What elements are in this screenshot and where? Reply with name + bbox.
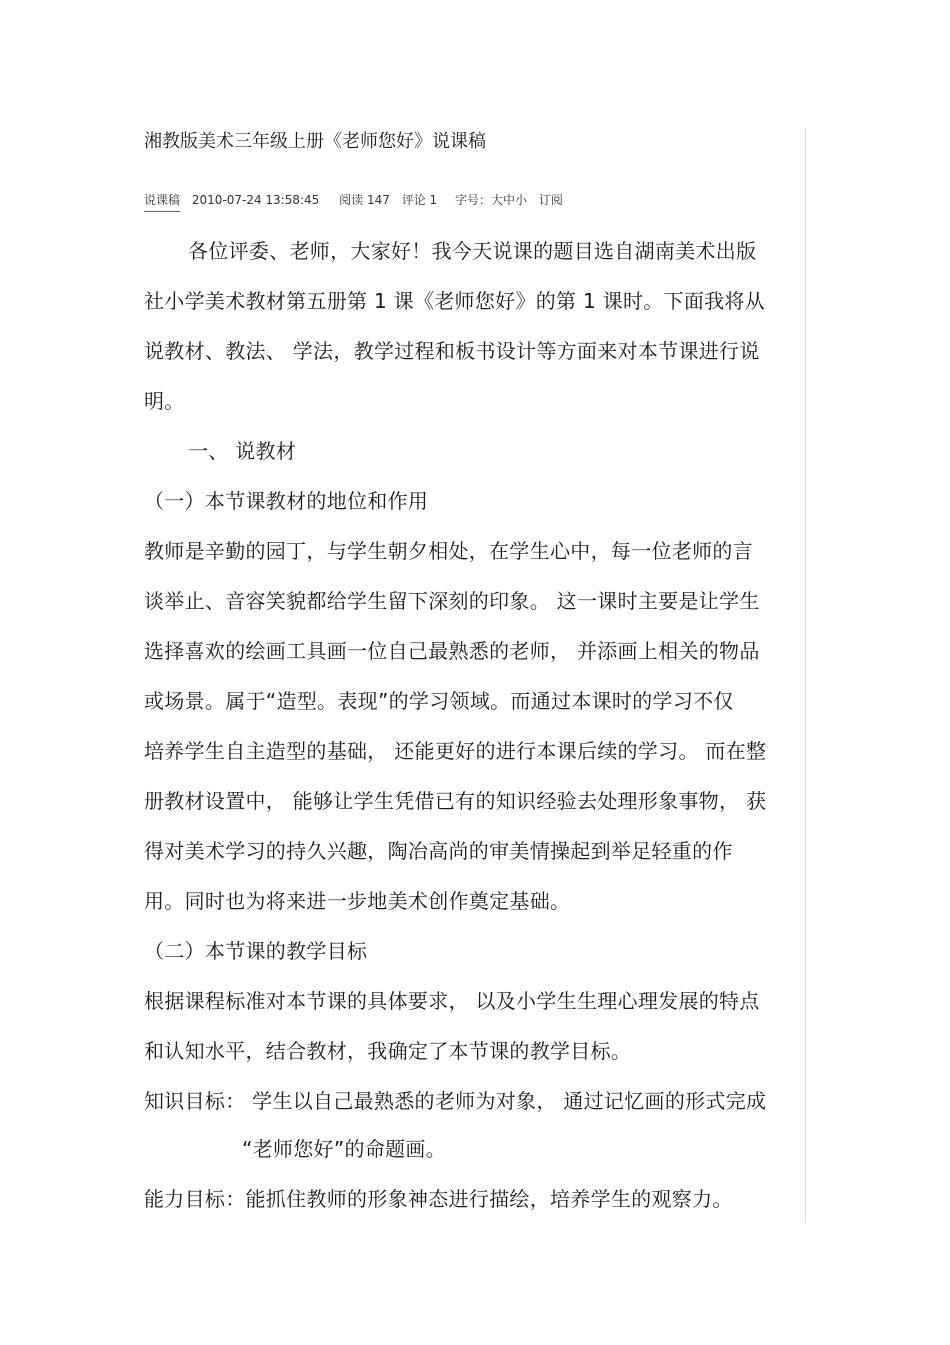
font-size-switch[interactable]: 字号：大中小 bbox=[454, 193, 527, 207]
subscribe-link[interactable]: 订阅 bbox=[538, 193, 563, 207]
subsection-heading: （二）本节课的教学目标 bbox=[144, 939, 368, 963]
body-line: 或场景。属于“造型。表现”的学习领域。而通过本课时的学习不仅 bbox=[144, 689, 734, 713]
body-line: 用。同时也为将来进一步地美术创作奠定基础。 bbox=[144, 889, 571, 913]
body-line: 各位评委、老师，大家好！我今天说课的题目选自湖南美术出版 bbox=[188, 239, 757, 263]
body-line: 得对美术学习的持久兴趣，陶冶高尚的审美情操起到举足轻重的作 bbox=[144, 839, 733, 863]
category-link[interactable]: 说课稿 bbox=[144, 190, 180, 212]
body-line: 教师是辛勤的园丁，与学生朝夕相处，在学生心中，每一位老师的言 bbox=[144, 539, 753, 563]
body-line: 谈举止、音容笑貌都给学生留下深刻的印象。 这一课时主要是让学生 bbox=[144, 589, 760, 613]
body-line: 说教材、教法、 学法，教学过程和板书设计等方面来对本节课进行说 bbox=[144, 339, 760, 363]
post-datetime: 2010-07-24 13:58:45 bbox=[191, 193, 320, 207]
body-line: 社小学美术教材第五册第 1 课《老师您好》的第 1 课时。下面我将从 bbox=[144, 289, 766, 313]
body-line: “老师您好”的命题画。 bbox=[242, 1137, 447, 1161]
body-line: 和认知水平，结合教材，我确定了本节课的教学目标。 bbox=[144, 1039, 632, 1063]
article-meta bbox=[144, 190, 571, 212]
body-line: 根据课程标准对本节课的具体要求， 以及小学生生理心理发展的特点 bbox=[144, 989, 760, 1013]
comment-count[interactable]: 评论 1 bbox=[401, 193, 438, 207]
body-line: 选择喜欢的绘画工具画一位自己最熟悉的老师， 并添画上相关的物品 bbox=[144, 639, 760, 663]
body-line: 知识目标： 学生以自己最熟悉的老师为对象， 通过记忆画的形式完成 bbox=[144, 1089, 767, 1113]
read-count: 阅读 147 bbox=[339, 193, 390, 207]
right-margin-rule bbox=[805, 128, 806, 1223]
section-heading: 一、 说教材 bbox=[188, 439, 297, 463]
body-line: 能力目标：能抓住教师的形象神态进行描绘，培养学生的观察力。 bbox=[144, 1187, 733, 1211]
body-line: 册教材设置中， 能够让学生凭借已有的知识经验去处理形象事物， 获 bbox=[144, 789, 767, 813]
subsection-heading: （一）本节课教材的地位和作用 bbox=[144, 489, 429, 513]
article-title: 湘教版美术三年级上册《老师您好》说课稿 bbox=[144, 131, 486, 152]
body-line: 培养学生自主造型的基础， 还能更好的进行本课后续的学习。 而在整 bbox=[144, 739, 767, 763]
body-line: 明。 bbox=[144, 389, 185, 413]
